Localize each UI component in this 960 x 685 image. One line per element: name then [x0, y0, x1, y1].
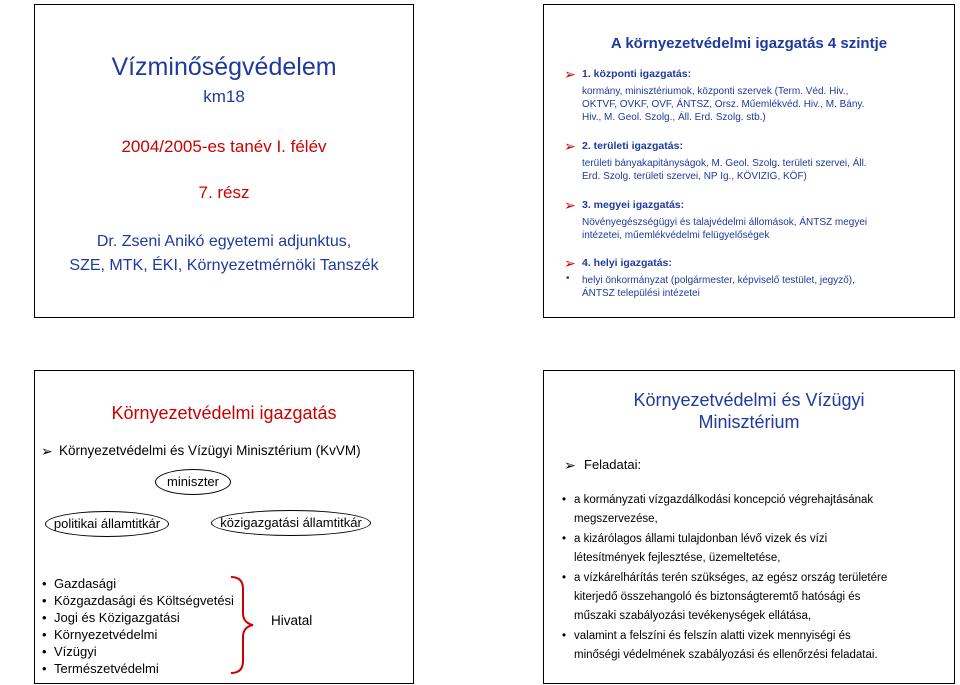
- minister-node: miniszter: [155, 469, 231, 495]
- list-item: • Gazdasági: [42, 575, 234, 592]
- bullet-dot-icon: •: [562, 630, 567, 642]
- list-item: • Közgazdasági és Költségvetési: [42, 592, 234, 609]
- slide-org-chart: [34, 370, 414, 684]
- presentation-title: Vízminőségvédelem: [111, 53, 337, 81]
- arrow-bullet-icon: ➢: [41, 443, 53, 459]
- ministry-name: Környezetvédelmi és Vízügyi Minisztérium (KvVM): [59, 443, 361, 458]
- level-title: 3. megyei igazgatás:: [582, 199, 685, 211]
- level-description: kormány, minisztériumok, központi szervek (Term. Véd. Hiv., OKTVF, OVKF, OVF, ÁNTSZ, Orsz. Műemlékvéd. Hiv., M. Bány. Hiv., M. Geol. Szolg., Áll. Erd. Szolg. stb.): [582, 86, 865, 123]
- admin-secretary-node: közigazgatási államtitkár: [211, 510, 371, 536]
- list-item: • Természetvédelmi: [42, 660, 234, 677]
- slide-title: [34, 4, 414, 318]
- brace-icon: [225, 575, 255, 675]
- list-item: a kizárólagos állami tulajdonban lévő vizek és vízi létesítmények fejlesztése, üzemeltetése,: [574, 533, 828, 564]
- bullet-dot-icon: •: [562, 533, 567, 545]
- course-code: km18: [203, 87, 245, 106]
- arrow-bullet-icon: ➢: [564, 138, 576, 154]
- level-title: 2. területi igazgatás:: [582, 140, 683, 152]
- bullet-dot-icon: •: [562, 494, 567, 506]
- list-item: valamint a felszíni és felszín alatti vizek mennyiségi és minőségi védelmének szabályozási és ellenőrzési feladatai.: [574, 630, 878, 661]
- slide-heading: Környezetvédelmi és Vízügyi Minisztérium: [633, 390, 865, 432]
- slide-admin-levels: [543, 4, 955, 318]
- office-label: Hivatal: [271, 613, 313, 628]
- slide-ministry-tasks: [543, 370, 955, 684]
- level-description: helyi önkormányzat (polgármester, képviselő testület, jegyző), ÁNTSZ települési intézetei: [582, 275, 855, 299]
- part-label: 7. rész: [198, 183, 250, 202]
- arrow-bullet-icon: ➢: [564, 66, 576, 82]
- slide-heading: Környezetvédelmi igazgatás: [111, 403, 337, 423]
- list-item: a kormányzati vízgazdálkodási koncepció végrehajtásának megszervezése,: [574, 494, 874, 525]
- department-list: [42, 575, 234, 677]
- semester-label: 2004/2005-es tanév I. félév: [121, 137, 327, 156]
- author-line-2: SZE, MTK, ÉKI, Környezetmérnöki Tanszék: [69, 257, 379, 274]
- arrow-bullet-icon: ➢: [564, 255, 576, 271]
- level-title: 1. központi igazgatás:: [582, 68, 692, 80]
- bullet-dot-icon: •: [566, 273, 570, 284]
- level-description: területi bányakapitányságok, M. Geol. Szolg. területi szervei, Áll. Erd. Szolg. területi szervei, NP Ig., KÖVIZIG, KÖF): [582, 158, 867, 182]
- list-item: • Jogi és Közigazgatási: [42, 609, 234, 626]
- arrow-bullet-icon: ➢: [564, 457, 576, 473]
- arrow-bullet-icon: ➢: [564, 197, 576, 213]
- bullet-dot-icon: •: [562, 572, 567, 584]
- list-item: • Vízügyi: [42, 643, 234, 660]
- level-title: 4. helyi igazgatás:: [582, 257, 672, 269]
- slide-heading: A környezetvédelmi igazgatás 4 szintje: [610, 35, 888, 52]
- list-item: a vízkárelhárítás terén szükséges, az egész ország területére kiterjedő összehangoló és biztonságteremtő hatósági és műszaki szabályozási tevékenységek ellátása,: [574, 572, 888, 622]
- list-item: • Környezetvédelmi: [42, 626, 234, 643]
- author-line-1: Dr. Zseni Anikó egyetemi adjunktus,: [96, 233, 352, 250]
- level-description: Növényegészségügyi és talajvédelmi állomások, ÁNTSZ megyei intézetei, műemlékvédelmi felügyelőségek: [582, 217, 868, 241]
- tasks-label: Feladatai:: [584, 457, 642, 472]
- political-secretary-node: politikai államtitkár: [45, 511, 169, 537]
